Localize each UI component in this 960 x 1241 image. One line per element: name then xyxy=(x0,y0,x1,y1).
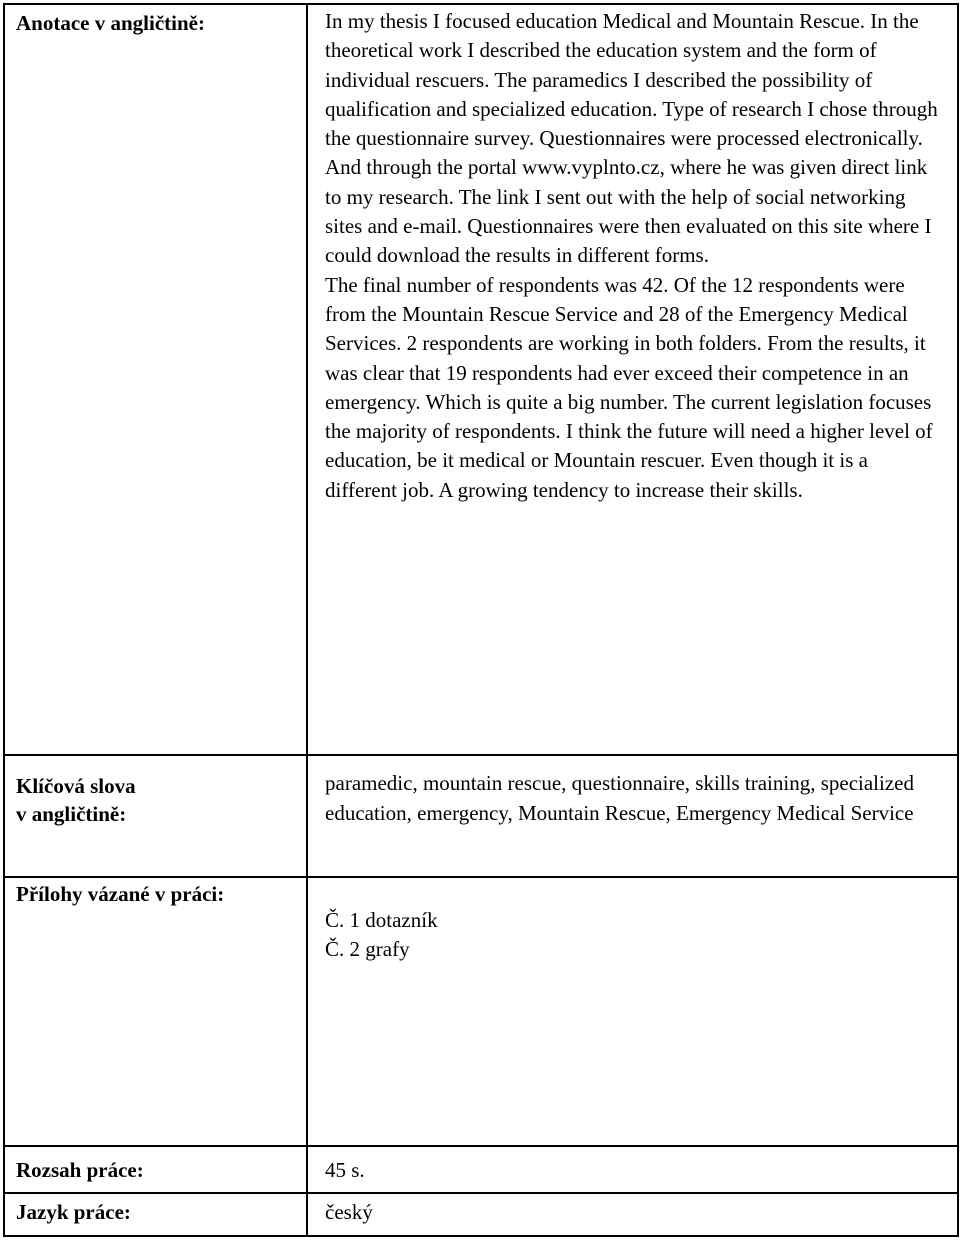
range-row xyxy=(4,1146,958,1193)
abstract-paragraph: The final number of respondents was 42. Of the 12 respondents were from the Mountain Rescue Service and 28 of the Emergency Medical Services. 2 respondents are working in both folders. From the results, it was clear that 19 respondents had ever exceed their competence in an emergency. Which is quite a big number. The current legislation focuses the majority of respondents. I think the future will need a higher level of education, be it medical or Mountain rescuer. Even though it is a different job. A growing tendency to increase their skills. xyxy=(325,272,933,502)
attachments-label: Přílohy vázané v práci: xyxy=(16,881,225,906)
abstract-paragraph: In my thesis I focused education Medical and Mountain Rescue. In the theoretical work I described the education system and the form of individual rescuers. The paramedics I described the possibility of qualification and specialized education. Type of research I chose through the questionnaire survey. Questionnaires were processed electronically. And through the portal www.vyplnto.cz, where he was given direct link to my research. The link I sent out with the help of social networking sites and e-mail. Questionnaires were then evaluated on this site where I could download the results in different forms. xyxy=(325,9,938,268)
abstract-label-cell xyxy=(4,4,307,755)
range-value-cell xyxy=(307,1146,958,1193)
keywords-label-line: v angličtině: xyxy=(16,802,127,827)
keywords-row xyxy=(4,755,958,876)
language-row xyxy=(4,1193,958,1236)
attachment-item: Č. 2 grafy xyxy=(325,936,410,961)
language-value: český xyxy=(325,1200,373,1225)
language-label: Jazyk práce: xyxy=(16,1200,131,1225)
thesis-info-table xyxy=(3,3,959,1237)
keywords-value: paramedic, mountain rescue, questionnaire, skills training, specialized education, emergency, Mountain Rescue, Emergency Medical Service xyxy=(325,771,914,825)
attachments-value-cell xyxy=(307,877,958,1147)
range-label-cell xyxy=(4,1146,307,1193)
attachment-item: Č. 1 dotazník xyxy=(325,907,438,932)
attachments-row xyxy=(4,877,958,1147)
abstract-row xyxy=(4,4,958,755)
keywords-value-cell xyxy=(307,755,958,876)
attachments-label-cell xyxy=(4,877,307,1147)
language-value-cell xyxy=(307,1193,958,1236)
range-value: 45 s. xyxy=(325,1158,365,1183)
keywords-label xyxy=(5,756,306,828)
language-label-cell xyxy=(4,1193,307,1236)
keywords-label-cell xyxy=(4,755,307,876)
attachments-list xyxy=(308,878,957,965)
abstract-value-cell xyxy=(307,4,958,755)
range-label: Rozsah práce: xyxy=(16,1158,144,1183)
abstract-label: Anotace v angličtině: xyxy=(16,11,205,35)
abstract-text xyxy=(308,5,957,505)
keywords-label-line: Klíčová slova xyxy=(16,774,136,799)
